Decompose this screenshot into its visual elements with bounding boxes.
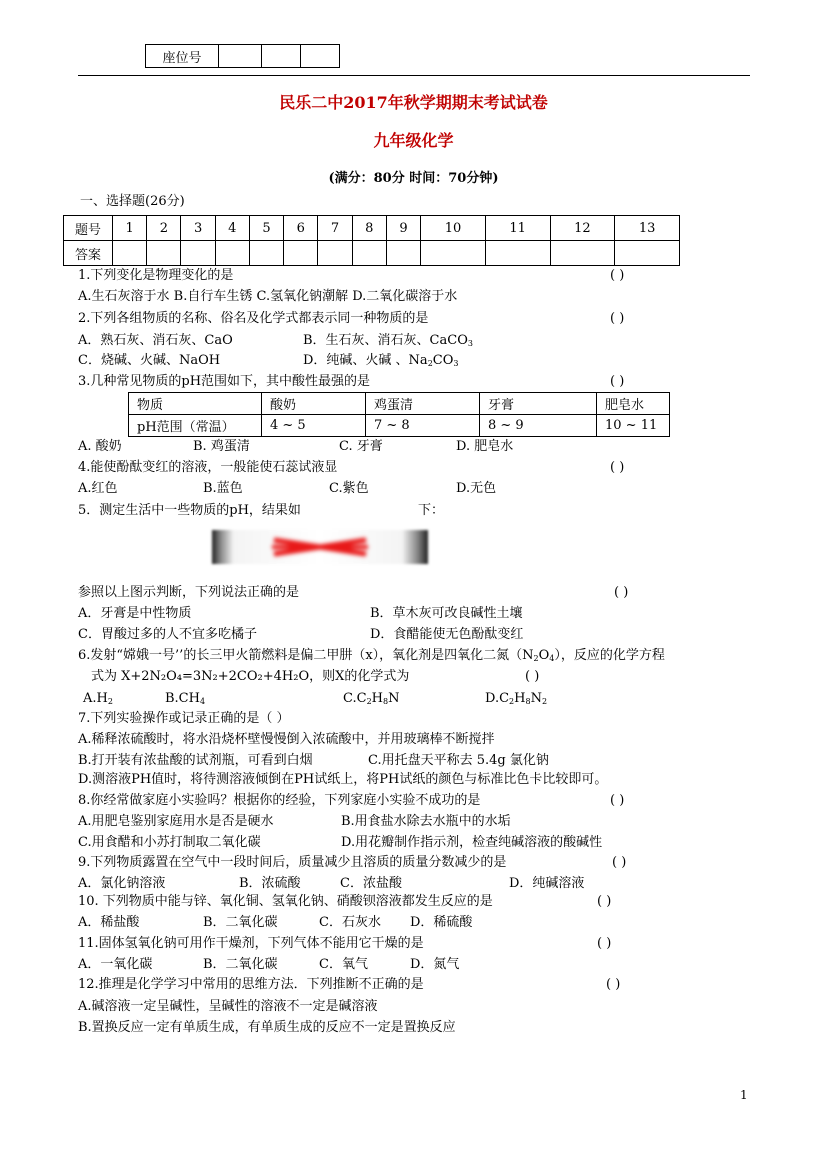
ph-scale-image: [212, 530, 428, 564]
answer-cell[interactable]: [215, 241, 249, 266]
grid-number: 8: [352, 216, 386, 241]
grid-number: 6: [284, 216, 318, 241]
question-stem: 6.发射“嫦娥一号’’的长三甲火箭燃料是偏二甲肼（x），氧化剂是四氧化二氮$(N_2O_4)$，反应的化学方程: [78, 648, 665, 663]
question-stem: 9.下列物质露置在空气中一段时间后，质量减少且溶质的质量分数减少的是: [78, 855, 507, 870]
answer-blank[interactable]: ( ): [610, 374, 625, 389]
answer-blank[interactable]: ( ): [610, 311, 625, 326]
ph-cell: 10 ~ 11: [597, 415, 670, 437]
option-c: $C.C_2H_8N$: [343, 691, 400, 706]
option-d: D.无色: [456, 481, 497, 496]
exam-title: 民乐二中2017年秋学期期末考试试卷: [279, 93, 548, 112]
answer-grid: [63, 215, 680, 266]
ph-cell: 8 ~ 9: [480, 415, 597, 437]
grid-number: 11: [485, 216, 550, 241]
grid-number: 4: [215, 216, 249, 241]
ph-cell: 肥皂水: [597, 393, 670, 415]
option-d: D. 肥皂水: [456, 439, 514, 454]
question-stem: 5．测定生活中一些物质的pH，结果如: [78, 503, 301, 518]
option-c: C.用食醋和小苏打制取二氧化碳: [78, 835, 261, 850]
answer-blank[interactable]: ( ): [597, 936, 612, 951]
seat-cell[interactable]: [301, 45, 340, 68]
question-stem: 8.你经常做家庭小实验吗？根据你的经验，下列家庭小实验不成功的是: [78, 793, 481, 808]
ph-cell: 4 ~ 5: [262, 415, 366, 437]
grid-number: 3: [181, 216, 215, 241]
option-a: A．牙膏是中性物质: [78, 606, 192, 621]
option-a: A．一氧化碳: [78, 957, 153, 972]
answer-cell[interactable]: [485, 241, 550, 266]
ph-cell: pH范围（常温）: [129, 415, 262, 437]
option-a: A. 酸奶: [78, 439, 122, 454]
option-b: B. 鸡蛋清: [193, 439, 250, 454]
option-b: B.蓝色: [203, 481, 243, 496]
option-d: D.测溶液PH值时，将待测溶液倾倒在PH试纸上，将PH试纸的颜色与标准比色卡比较即可。: [78, 772, 608, 787]
option-b: B．草木灰可改良碱性土壤: [370, 606, 523, 621]
answer-cell[interactable]: [249, 241, 283, 266]
answer-blank[interactable]: ( ): [610, 793, 625, 808]
option-d: D.用花瓣制作指示剂，检查纯碱溶液的酸碱性: [341, 835, 603, 850]
answer-cell[interactable]: [113, 241, 147, 266]
option-a: A．熟石灰、消石灰、CaO: [78, 333, 233, 348]
answer-cell[interactable]: [318, 241, 352, 266]
option-c: C．烧碱、火碱、NaOH: [78, 353, 221, 368]
question-stem: 10. 下列物质中能与锌、氧化铜、氢氧化钠、硝酸钡溶液都发生反应的是: [78, 894, 493, 909]
exam-subtitle: 九年级化学: [373, 131, 454, 150]
option-a: A.稀释浓硫酸时，将水沿烧杯壁慢慢倒入浓硫酸中，并用玻璃棒不断搅拌: [78, 732, 495, 747]
exam-info: (满分：80分 时间：70分钟): [328, 171, 499, 186]
grid-number: 5: [249, 216, 283, 241]
seat-label: 座位号: [146, 45, 219, 68]
answer-blank[interactable]: ( ): [606, 977, 621, 992]
option-c: C．浓盐酸: [340, 876, 402, 891]
option-c: C.用托盘天平称去 5.4g 氯化钠: [368, 753, 549, 768]
grid-row-label: 答案: [64, 241, 113, 266]
grid-number: 2: [147, 216, 181, 241]
option-a: A.用肥皂鉴别家庭用水是否是硬水: [78, 814, 274, 829]
question-stem: 式为 X+2N₂O₄=3N₂+2CO₂+4H₂O，则X的化学式为: [91, 669, 410, 684]
seat-cell[interactable]: [219, 45, 262, 68]
grid-number: 9: [386, 216, 420, 241]
option-d: D．纯碱溶液: [509, 876, 585, 891]
question-stem: 参照以上图示判断，下列说法正确的是: [78, 585, 300, 600]
option-a: A.红色: [78, 481, 118, 496]
answer-blank[interactable]: ( ): [610, 268, 625, 283]
seat-number-box: [145, 44, 340, 68]
grid-number: 10: [421, 216, 486, 241]
question-stem: 2.下列各组物质的名称、俗名及化学式都表示同一种物质的是: [78, 311, 429, 326]
header-rule: [78, 75, 750, 76]
grid-number: 13: [615, 216, 680, 241]
ph-table: [128, 392, 670, 437]
section-title: 一、选择题(26分): [80, 194, 185, 209]
option-d: $D.C_2H_8N_2$: [485, 691, 548, 706]
question-stem-end: 下：: [418, 503, 445, 518]
option-b: B．二氧化碳: [203, 915, 278, 930]
option-a: A．氯化钠溶液: [78, 876, 166, 891]
option-d: D．食醋能使无色酚酞变红: [370, 627, 524, 642]
option-b: B．浓硫酸: [239, 876, 301, 891]
option-b: B.打开装有浓盐酸的试剂瓶，可看到白烟: [78, 753, 313, 768]
option-b: B．二氧化碳: [203, 957, 278, 972]
answer-blank[interactable]: ( ): [612, 855, 627, 870]
grid-number: 12: [550, 216, 615, 241]
question-options: A.生石灰溶于水 B.自行车生锈 C.氢氧化钠潮解 D.二氧化碳溶于水: [78, 289, 458, 304]
ph-cell: 鸡蛋清: [366, 393, 480, 415]
ph-cell: 物质: [129, 393, 262, 415]
answer-cell[interactable]: [421, 241, 486, 266]
option-b: B．生石灰、消石灰、CaCO$_3$: [303, 333, 473, 348]
page-number: 1: [740, 1088, 748, 1102]
question-stem: 1.下列变化是物理变化的是: [78, 268, 234, 283]
answer-blank[interactable]: ( ): [597, 894, 612, 909]
ph-cell: 牙膏: [480, 393, 597, 415]
question-stem: 12.推理是化学学习中常用的思维方法．下列推断不正确的是: [78, 977, 424, 992]
option-a: A．稀盐酸: [78, 915, 140, 930]
option-d: D．氮气: [410, 957, 460, 972]
answer-cell[interactable]: [352, 241, 386, 266]
question-stem: 7.下列实验操作或记录正确的是（ ）: [78, 711, 290, 726]
option-c: C．胃酸过多的人不宜多吃橘子: [78, 627, 257, 642]
question-stem: 11.固体氢氧化钠可用作干燥剂，下列气体不能用它干燥的是: [78, 936, 424, 951]
ph-cell: 酸奶: [262, 393, 366, 415]
answer-cell[interactable]: [386, 241, 420, 266]
answer-cell[interactable]: [181, 241, 215, 266]
grid-row-label: 题号: [64, 216, 113, 241]
answer-blank[interactable]: ( ): [525, 669, 540, 684]
answer-blank[interactable]: ( ): [610, 460, 625, 475]
ph-cell: 7 ~ 8: [366, 415, 480, 437]
grid-number: 7: [318, 216, 352, 241]
answer-cell[interactable]: [550, 241, 615, 266]
option-b: $B.CH_4$: [165, 691, 206, 706]
option-c: C．石灰水: [319, 915, 381, 930]
option-c: C．氧气: [319, 957, 368, 972]
option-b: B.置换反应一定有单质生成，有单质生成的反应不一定是置换反应: [78, 1020, 456, 1035]
option-a: $A.H_2$: [83, 691, 113, 706]
option-b: B.用食盐水除去水瓶中的水垢: [341, 814, 511, 829]
option-a: A.碱溶液一定呈碱性，呈碱性的溶液不一定是碱溶液: [78, 999, 378, 1014]
question-stem: 4.能使酚酞变红的溶液，一般能使石蕊试液显: [78, 460, 338, 475]
option-c: C. 牙膏: [339, 439, 383, 454]
answer-cell[interactable]: [147, 241, 181, 266]
question-stem: 3.几种常见物质的pH范围如下，其中酸性最强的是: [78, 374, 371, 389]
option-d: D．稀硫酸: [410, 915, 473, 930]
answer-cell[interactable]: [284, 241, 318, 266]
option-d: D．纯碱、火碱 、$Na_2CO_3$: [303, 353, 459, 368]
answer-blank[interactable]: ( ): [614, 585, 629, 600]
option-c: C.紫色: [329, 481, 369, 496]
answer-cell[interactable]: [615, 241, 680, 266]
grid-number: 1: [113, 216, 147, 241]
seat-cell[interactable]: [262, 45, 301, 68]
